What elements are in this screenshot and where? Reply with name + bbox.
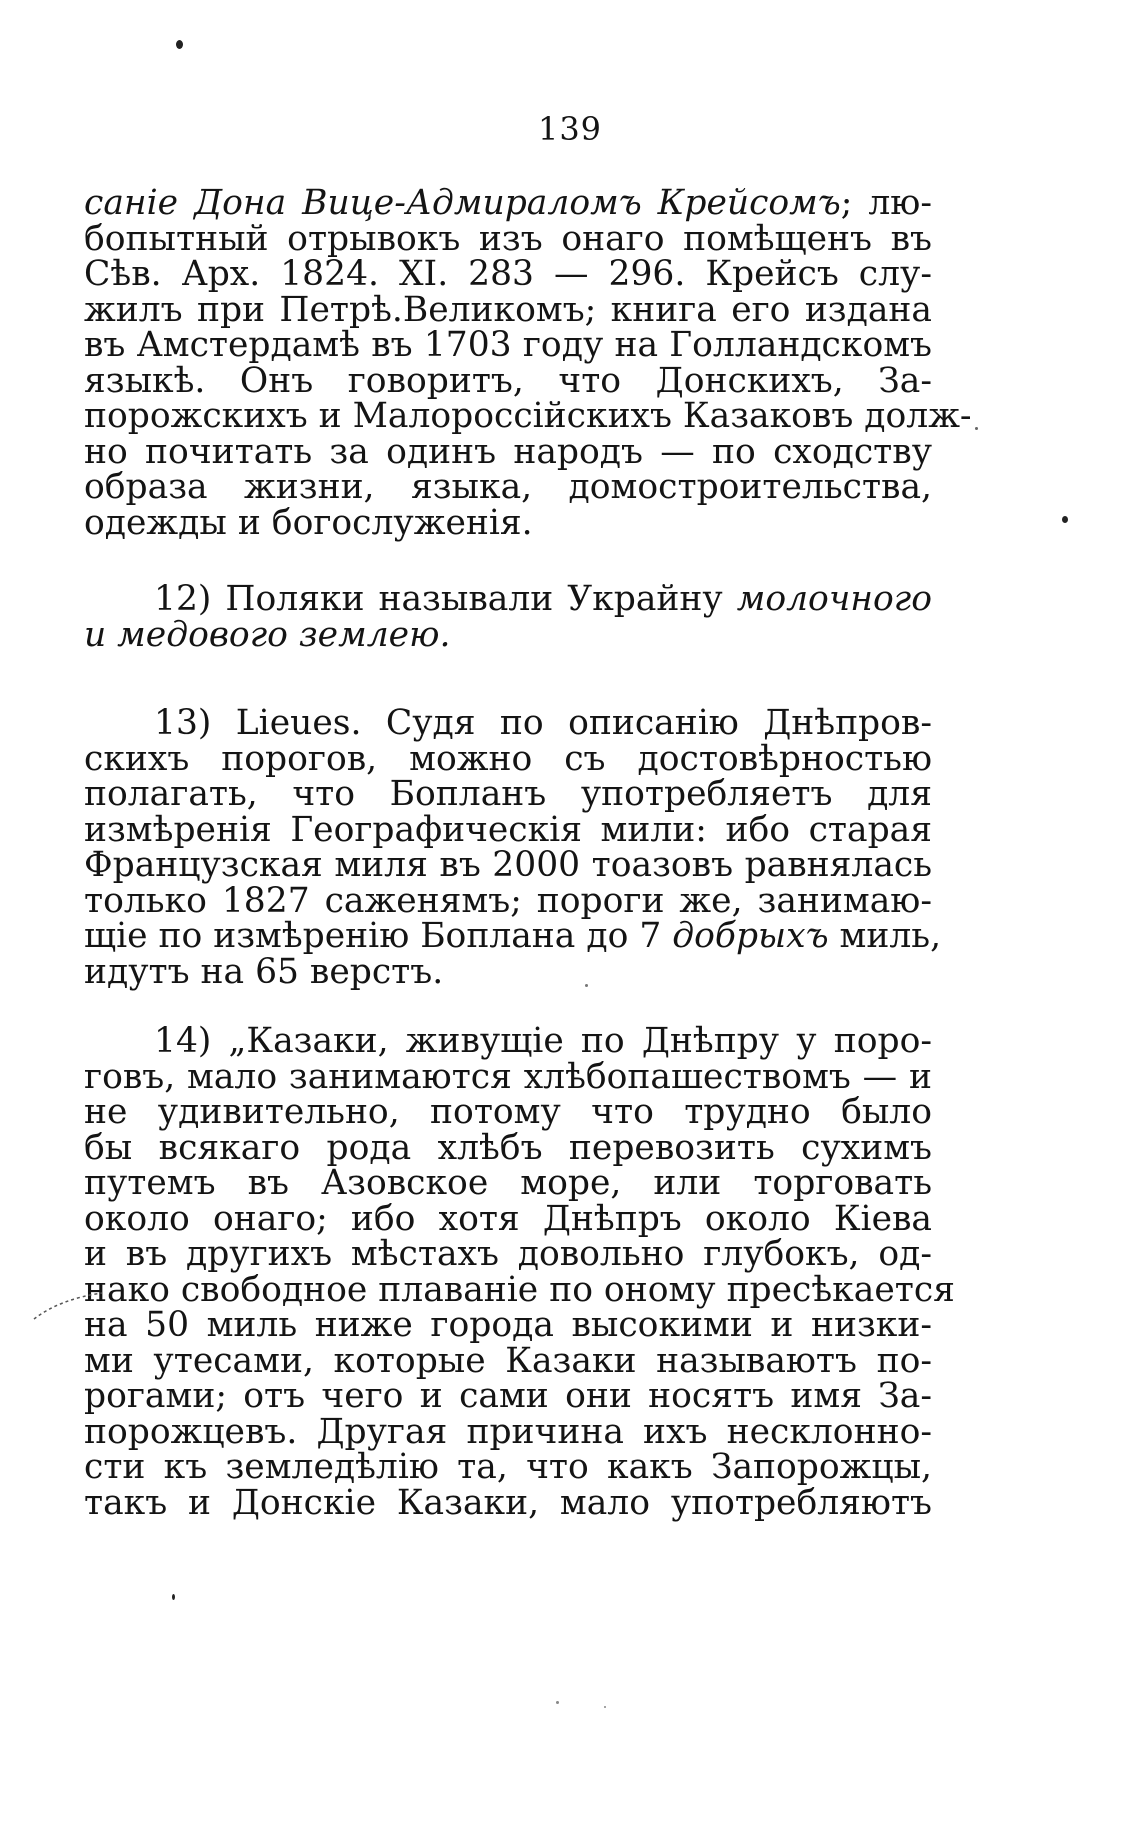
text-line: измѣренія Географическія мили: ибо старая xyxy=(84,809,932,850)
text-line xyxy=(84,916,942,956)
text-line: порожскихъ и Малороссійскихъ Казаковъ долж- xyxy=(84,396,972,436)
note-14 xyxy=(84,1021,955,1523)
text-line: и медового землею. xyxy=(84,614,451,655)
text-line: одежды и богослуженія. xyxy=(84,502,533,543)
text-line: идутъ на 65 верстъ. xyxy=(84,951,444,992)
italic-fragment: Дона Вице-Адмираломъ Крейсомъ xyxy=(194,183,841,223)
text-line: въ Амстердамѣ въ 1703 году на Голландскомъ xyxy=(84,325,932,365)
text-fragment: ; лю- xyxy=(840,183,932,223)
text-line: жилъ при Петрѣ.Великомъ; книга его издана xyxy=(84,289,932,330)
paragraph-continuation xyxy=(84,183,972,543)
ink-speck xyxy=(604,1706,606,1708)
ink-speck xyxy=(556,1701,559,1704)
text-line: сти къ земледѣлію та, что какъ Запорожцы, xyxy=(84,1447,932,1487)
italic-fragment: добрыхъ xyxy=(672,916,829,956)
text-line: бопытный отрывокъ изъ онаго помѣщенъ въ xyxy=(84,218,932,259)
italic-fragment: молочного xyxy=(736,579,932,619)
text-line: нако свободное плаваніе по оному пресѣкается xyxy=(84,1269,955,1310)
text-line: 14) „Казаки, живущіе по Днѣпру у поро- xyxy=(154,1021,932,1061)
text-line: на 50 миль ниже города высокими и низки- xyxy=(84,1305,932,1345)
text-line: около онаго; ибо хотя Днѣпръ около Кіева xyxy=(84,1198,932,1239)
text-line: Сѣв. Арх. 1824. XI. 283 — 296. Крейсъ слу- xyxy=(84,254,932,294)
text-line: образа жизни, языка, домостроительства, xyxy=(84,467,932,507)
page-number: 139 xyxy=(537,110,603,148)
text-line: порожцевъ. Другая причина ихъ несклонно- xyxy=(84,1411,932,1452)
text-line: такъ и Донскіе Казаки, мало употребляютъ xyxy=(84,1482,932,1523)
ink-speck xyxy=(975,427,978,430)
text-line: не удивительно, потому что трудно было xyxy=(84,1092,932,1132)
ink-speck xyxy=(1062,516,1068,523)
text-line: путемъ въ Азовское море, или торговать xyxy=(84,1163,932,1203)
text-line: но почитать за одинъ народъ — по сходству xyxy=(84,431,932,472)
ink-speck xyxy=(172,1594,175,1600)
ink-speck xyxy=(585,984,588,987)
text-line: скихъ порогов, можно съ достовѣрностью xyxy=(84,738,932,779)
text-line: ми утесами, которые Казаки называютъ по- xyxy=(84,1340,932,1381)
text-line: только 1827 саженямъ; пороги же, занимаю- xyxy=(84,880,932,921)
pencil-mark xyxy=(30,1285,110,1325)
text-line: бы всякаго рода хлѣбъ перевозить сухимъ xyxy=(84,1127,932,1168)
text-line: и въ другихъ мѣстахъ довольно глубокъ, од- xyxy=(84,1234,932,1274)
text-fragment: щіе по измѣренію Боплана до 7 xyxy=(84,916,673,956)
note-12 xyxy=(84,579,932,655)
text-fragment: миль, xyxy=(828,916,942,956)
text-line: рогами; отъ чего и сами они носятъ имя За- xyxy=(84,1376,932,1416)
note-13 xyxy=(84,703,942,992)
text-fragment: 12) Поляки называли Украйну xyxy=(154,579,737,619)
text-line: Французская миля въ 2000 тоазовъ равнялась xyxy=(84,845,932,885)
ink-speck xyxy=(176,40,183,49)
text-line xyxy=(84,183,932,223)
text-line: языкѣ. Онъ говоритъ, что Донскихъ, За- xyxy=(84,360,932,401)
text-line: говъ, мало занимаются хлѣбопашествомъ — и xyxy=(84,1056,932,1097)
text-line xyxy=(84,579,932,619)
text-line: 13) Lieues. Судя по описанію Днѣпров- xyxy=(154,703,932,743)
text-fragment: саніе xyxy=(84,183,195,223)
text-line: полагать, что Бопланъ употребляетъ для xyxy=(84,774,932,814)
